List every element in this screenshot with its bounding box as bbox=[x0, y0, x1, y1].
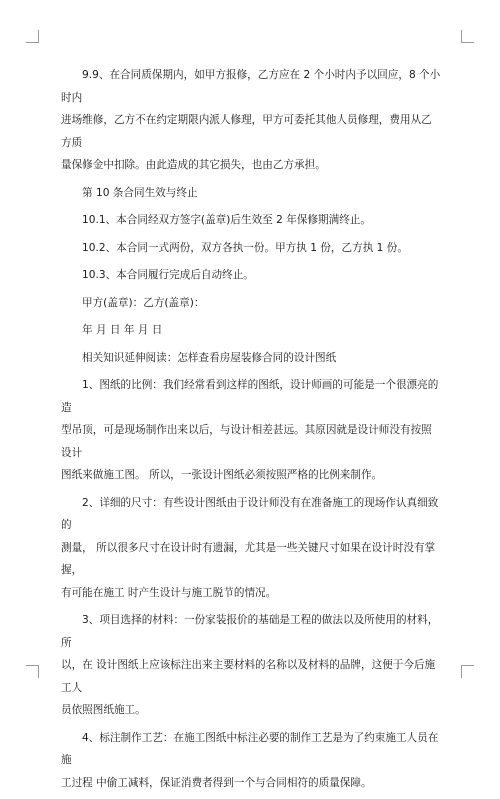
extended-reading-heading bbox=[61, 347, 441, 370]
date-line bbox=[61, 319, 441, 342]
point-4-craftsmanship bbox=[61, 727, 441, 795]
text-line: 量保修金中扣除。由此造成的其它损失，也由乙方承担。 bbox=[61, 159, 326, 171]
text-line: 甲方(盖章)：乙方(盖章)： bbox=[82, 296, 205, 309]
text-line: 有可能在施工 时产生设计与施工脱节的情况。 bbox=[61, 586, 277, 599]
text-line: 10.2、本合同一式两份，双方各执一份。甲方执 1 份，乙方执 1 份。 bbox=[82, 241, 408, 254]
point-2-dimensions bbox=[61, 492, 441, 605]
clause-10-1 bbox=[61, 209, 441, 232]
text-line: 3、项目选择的材料：一份家装报价的基础是工程的做法以及所使用的材料，所 bbox=[61, 614, 439, 649]
point-1-scale bbox=[61, 374, 441, 487]
text-line: 年 月 日 年 月 日 bbox=[82, 324, 163, 336]
clause-10-2 bbox=[61, 237, 441, 260]
text-line: 测量， 所以很多尺寸在设计时有遗漏，尤其是一些关键尺寸如果在设计时没有掌握， bbox=[61, 541, 436, 576]
article-10-heading bbox=[61, 182, 441, 205]
text-line: 2、详细的尺寸：有些设计图纸由于设计师没有在准备施工的现场作认真细致的 bbox=[61, 496, 439, 531]
text-line: 4、标注制作工艺：在施工图纸中标注必要的制作工艺是为了约束施工人员在施 bbox=[61, 731, 439, 766]
text-line: 10.1、本合同经双方签字(盖章)后生效至 2 年保修期满终止。 bbox=[82, 214, 371, 226]
text-line: 图纸来做施工图。 所以，一张设计图纸必须按照严格的比例来制作。 bbox=[61, 469, 383, 481]
document-body bbox=[61, 64, 441, 799]
text-line: 进场维修，乙方不在约定期限内派人修理，甲方可委托其他人员修理，费用从乙方质 bbox=[61, 114, 432, 149]
crop-mark-top-left bbox=[26, 30, 39, 43]
crop-mark-bottom-right bbox=[461, 665, 474, 678]
text-line: 工过程 中偷工减料，保证消费者得到一个与合同相符的质量保障。 bbox=[61, 776, 372, 789]
clause-9-9 bbox=[61, 64, 441, 177]
text-line: 10.3、本合同履行完成后自动终止。 bbox=[82, 269, 254, 281]
text-line: 1、图纸的比例：我们经常看到这样的图纸，设计师画的可能是一个很漂亮的造 bbox=[61, 379, 439, 414]
crop-mark-top-right bbox=[461, 30, 474, 43]
clause-10-3 bbox=[61, 264, 441, 287]
text-line: 型吊顶，可是现场制作出来以后，与设计相差甚远。其原因就是设计师没有按照设计 bbox=[61, 424, 432, 459]
point-3-materials bbox=[61, 609, 441, 722]
text-line: 9.9、在合同质保期内，如甲方报修，乙方应在 2 个小时内予以回应，8 个小时内 bbox=[61, 69, 441, 104]
text-line: 第 10 条合同生效与终止 bbox=[82, 186, 198, 199]
text-line: 员依照图纸施工。 bbox=[61, 704, 146, 716]
crop-mark-bottom-left bbox=[26, 665, 39, 678]
text-line: 相关知识延伸阅读：怎样查看房屋装修合同的设计图纸 bbox=[82, 351, 337, 364]
text-line: 以，在 设计图纸上应该标注出来主要材料的名称以及材料的品牌，这便于今后施工人 bbox=[61, 659, 436, 694]
signature-line bbox=[61, 292, 441, 315]
